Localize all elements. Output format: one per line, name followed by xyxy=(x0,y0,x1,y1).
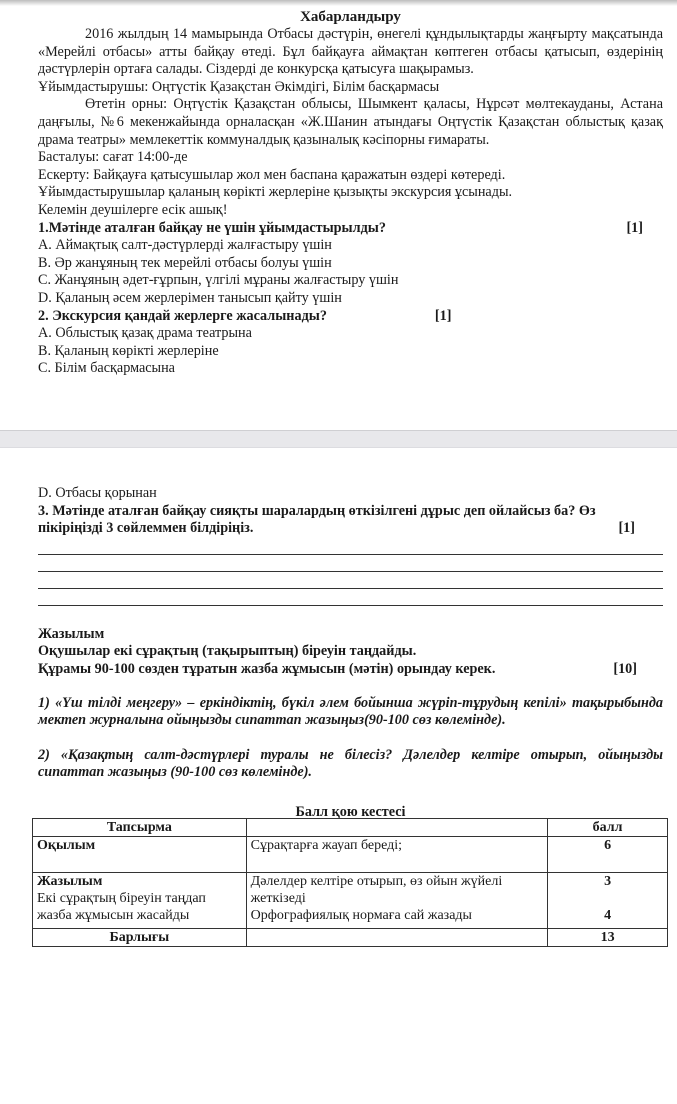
question-2 xyxy=(38,308,663,326)
question-1-mark: [1] xyxy=(626,219,643,236)
table-row xyxy=(33,873,668,929)
row-points: 6 xyxy=(548,837,668,873)
page-separator xyxy=(0,430,677,448)
answer-line-3[interactable] xyxy=(38,572,663,589)
row-points-cell xyxy=(548,873,668,929)
row-criteria: Дәлелдер келтіре отырып, өз ойын жүйелі жеткізеді xyxy=(250,874,503,906)
announcement-venue: Өтетін орны: Оңтүстік Қазақстан облысы, Шымкент қаласы, Нұрсәт мөлтекауданы, Астана даңғылы, №6 мекенжайында орналасқан «Ж.Шанин атындағы Оңтүстік Қазақстан облыстық қазақ драма театры» мемлекеттік коммуналдық қазыналық кәсіпорны ғимараты. xyxy=(38,96,663,148)
row-task-sub: Екі сұрақтың біреуін таңдап жазба жұмысын жасайды xyxy=(37,891,206,923)
announcement-excursion: Ұйымдастырушылар қаланың көрікті жерлеріне қызықты экскурсия ұсынады. xyxy=(38,184,513,201)
question-3-line1: 3. Мәтінде аталған байқау сияқты шаралардың өткізілгені дұрыс деп ойлайсыз ба? Өз xyxy=(38,502,596,519)
writing-instruction-2-row xyxy=(38,661,663,679)
row-criteria xyxy=(246,929,548,947)
question-3-text: пікіріңізді 3 сөйлеммен білдіріңіз. xyxy=(38,520,254,537)
writing-instruction-2: Құрамы 90-100 сөзден тұратын жазба жұмысын (мәтін) орындау керек. xyxy=(38,660,496,677)
document-page-1 xyxy=(38,8,663,378)
row-task: Оқылым xyxy=(33,837,247,873)
row-task-cell xyxy=(33,873,247,929)
document-page-2 xyxy=(38,485,663,822)
header-task: Тапсырма xyxy=(33,819,247,837)
question-2-option-a: A. Облыстық қазақ драма театрына xyxy=(38,325,252,342)
header-criteria xyxy=(246,819,548,837)
score-table-header-row xyxy=(33,819,668,837)
question-1-text: 1.Мәтінде аталған байқау не үшін ұйымдастырылды? xyxy=(38,219,386,236)
score-table xyxy=(32,818,668,947)
question-1-option-b: B. Әр жанұяның тек мерейлі отбасы болуы үшін xyxy=(38,254,332,271)
question-3-mark: [1] xyxy=(618,520,635,537)
announcement-start-time: Басталуы: сағат 14:00-де xyxy=(38,149,188,166)
question-2-option-b: B. Қаланың көрікті жерлеріне xyxy=(38,342,219,359)
row-task: Барлығы xyxy=(33,929,247,947)
question-2-option-c: C. Білім басқармасына xyxy=(38,360,175,377)
answer-line-1[interactable] xyxy=(38,538,663,555)
writing-heading: Жазылым xyxy=(38,625,105,642)
writing-topic-1: 1) «Үш тілді меңгеру» – еркіндіктің, бүкіл әлем бойынша жүріп-тұрудың кепілі» тақырыбында мектеп журналына ойыңызды сипаттап жазыңыз(90-100 сөз көлемінде). xyxy=(38,694,663,729)
table-row xyxy=(33,837,668,873)
row-task: Жазылым xyxy=(37,874,103,889)
answer-line-2[interactable] xyxy=(38,555,663,572)
question-1 xyxy=(38,220,663,238)
header-points: балл xyxy=(548,819,668,837)
table-row-total xyxy=(33,929,668,947)
question-1-option-c: C. Жанұяның әдет-ғұрпын, үлгілі мұраны жалғастыру үшін xyxy=(38,272,399,289)
question-3-line2 xyxy=(38,520,663,538)
page-top-edge-shadow xyxy=(0,0,677,6)
announcement-title: Хабарландыру xyxy=(300,9,401,25)
question-2-text: 2. Экскурсия қандай жерлерге жасалынады? xyxy=(38,307,327,324)
answer-line-4[interactable] xyxy=(38,589,663,606)
writing-mark: [10] xyxy=(613,660,637,677)
row-criteria: Орфографиялық нормаға сай жазады xyxy=(250,908,472,923)
question-1-option-d: D. Қаланың әсем жерлерімен танысып қайту үшін xyxy=(38,289,342,306)
question-2-mark: [1] xyxy=(434,307,452,324)
announcement-welcome: Келемін деушілерге есік ашық! xyxy=(38,201,228,218)
announcement-paragraph: 2016 жылдың 14 мамырында Отбасы дәстүрін, өнегелі құндылықтарды жаңғырту мақсатында «Мерейлі отбасы» атты байқау өтеді. Бұл байқауға аймақтан көптеген отбасы қатысып, өздерінің дәстүрлерін ортаға салады. Сіздерді де конкурсқа қатысуға шақырамыз. xyxy=(38,26,663,78)
announcement-organizer: Ұйымдастырушы: Оңтүстік Қазақстан Әкімдігі, Білім басқармасы xyxy=(38,78,440,95)
score-table-title: Балл қою кестесі xyxy=(295,803,406,820)
question-1-option-a: A. Аймақтық салт-дәстүрлерді жалғастыру үшін xyxy=(38,237,332,254)
row-points: 4 xyxy=(604,908,612,923)
row-points: 3 xyxy=(604,874,612,889)
announcement-note: Ескерту: Байқауға қатысушылар жол мен баспана қаражатын өздері көтереді. xyxy=(38,166,506,183)
question-2-option-d: D. Отбасы қорынан xyxy=(38,485,157,501)
writing-instruction-1: Оқушылар екі сұрақтың (тақырыптың) біреуін таңдайды. xyxy=(38,643,417,660)
row-points: 13 xyxy=(548,929,668,947)
writing-topic-2: 2) «Қазақтың салт-дәстүрлері туралы не білесіз? Дәлелдер келтіре отырып, ойыңызды сипаттап жазыңыз (90-100 сөз көлемінде). xyxy=(38,746,663,781)
row-criteria-cell xyxy=(246,873,548,929)
row-criteria: Сұрақтарға жауап береді; xyxy=(246,837,548,873)
